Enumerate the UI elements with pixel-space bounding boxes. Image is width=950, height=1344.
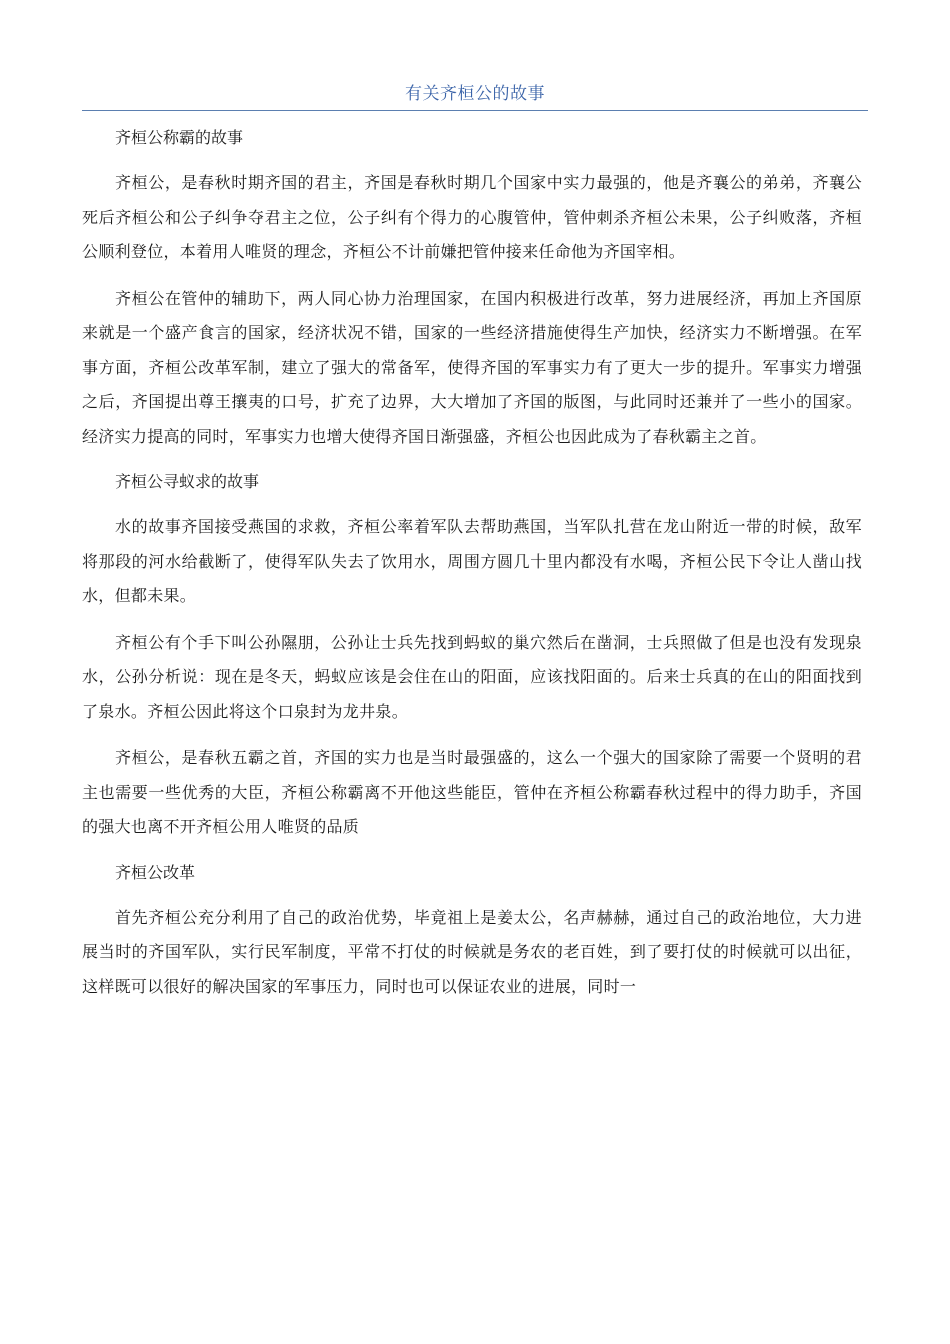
section-heading: 齐桓公改革 bbox=[115, 862, 196, 882]
document-body bbox=[82, 122, 862, 1016]
paragraph: 水的故事齐国接受燕国的求救，齐桓公率着军队去帮助燕国，当军队扎营在龙山附近一带的时候，敌军将那段的河水给截断了，使得军队失去了饮用水，周围方圆几十里内都没有水喝，齐桓公民下令让人凿山找水，但都未果。 bbox=[82, 517, 862, 605]
section-reform bbox=[82, 857, 862, 1005]
page-title: 有关齐桓公的故事 bbox=[405, 84, 545, 104]
section-ant-water bbox=[82, 466, 862, 845]
paragraph: 齐桓公，是春秋时期齐国的君主，齐国是春秋时期几个国家中实力最强的，他是齐襄公的弟弟，齐襄公死后齐桓公和公子纠争夺君主之位，公子纠有个得力的心腹管仲，管仲刺杀齐桓公未果，公子纠败落，齐桓公顺利登位，本着用人唯贤的理念，齐桓公不计前嫌把管仲接来任命他为齐国宰相。 bbox=[82, 173, 862, 261]
section-heading: 齐桓公称霸的故事 bbox=[115, 128, 244, 147]
paragraph: 齐桓公在管仲的辅助下，两人同心协力治理国家，在国内积极进行改革，努力进展经济，再加上齐国原来就是一个盛产食言的国家，经济状况不错，国家的一些经济措施使得生产加快，经济实力不断增强。在军事方面，齐桓公改革军制，建立了强大的常备军，使得齐国的军事实力有了更大一步的提升。军事实力增强之后，齐国提出尊王攘夷的口号，扩充了边界，大大增加了齐国的版图，与此同时还兼并了一些小的国家。经济实力提高的同时，军事实力也增大使得齐国日渐强盛，齐桓公也因此成为了春秋霸主之首。 bbox=[82, 288, 862, 446]
paragraph: 首先齐桓公充分利用了自己的政治优势，毕竟祖上是姜太公，名声赫赫，通过自己的政治地位，大力进展当时的齐国军队，实行民军制度，平常不打仗的时候就是务农的老百姓，到了要打仗的时候就可以出征，这样既可以很好的解决国家的军事压力，同时也可以保证农业的进展，同时一 bbox=[82, 907, 862, 996]
page-header bbox=[82, 80, 868, 111]
section-heading: 齐桓公寻蚁求的故事 bbox=[115, 472, 260, 491]
paragraph: 齐桓公，是春秋五霸之首，齐国的实力也是当时最强盛的，这么一个强大的国家除了需要一个贤明的君主也需要一些优秀的大臣，齐桓公称霸离不开他这些能臣，管仲在齐桓公称霸春秋过程中的得力助手，齐国的强大也离不开齐桓公用人唯贤的品质 bbox=[82, 748, 862, 836]
section-hegemony bbox=[82, 122, 862, 454]
paragraph: 齐桓公有个手下叫公孙隰朋，公孙让士兵先找到蚂蚁的巢穴然后在凿洞，士兵照做了但是也没有发现泉水，公孙分析说：现在是冬天，蚂蚁应该是会住在山的阳面，应该找阳面的。后来士兵真的在山的阳面找到了泉水。齐桓公因此将这个口泉封为龙井泉。 bbox=[82, 632, 862, 721]
